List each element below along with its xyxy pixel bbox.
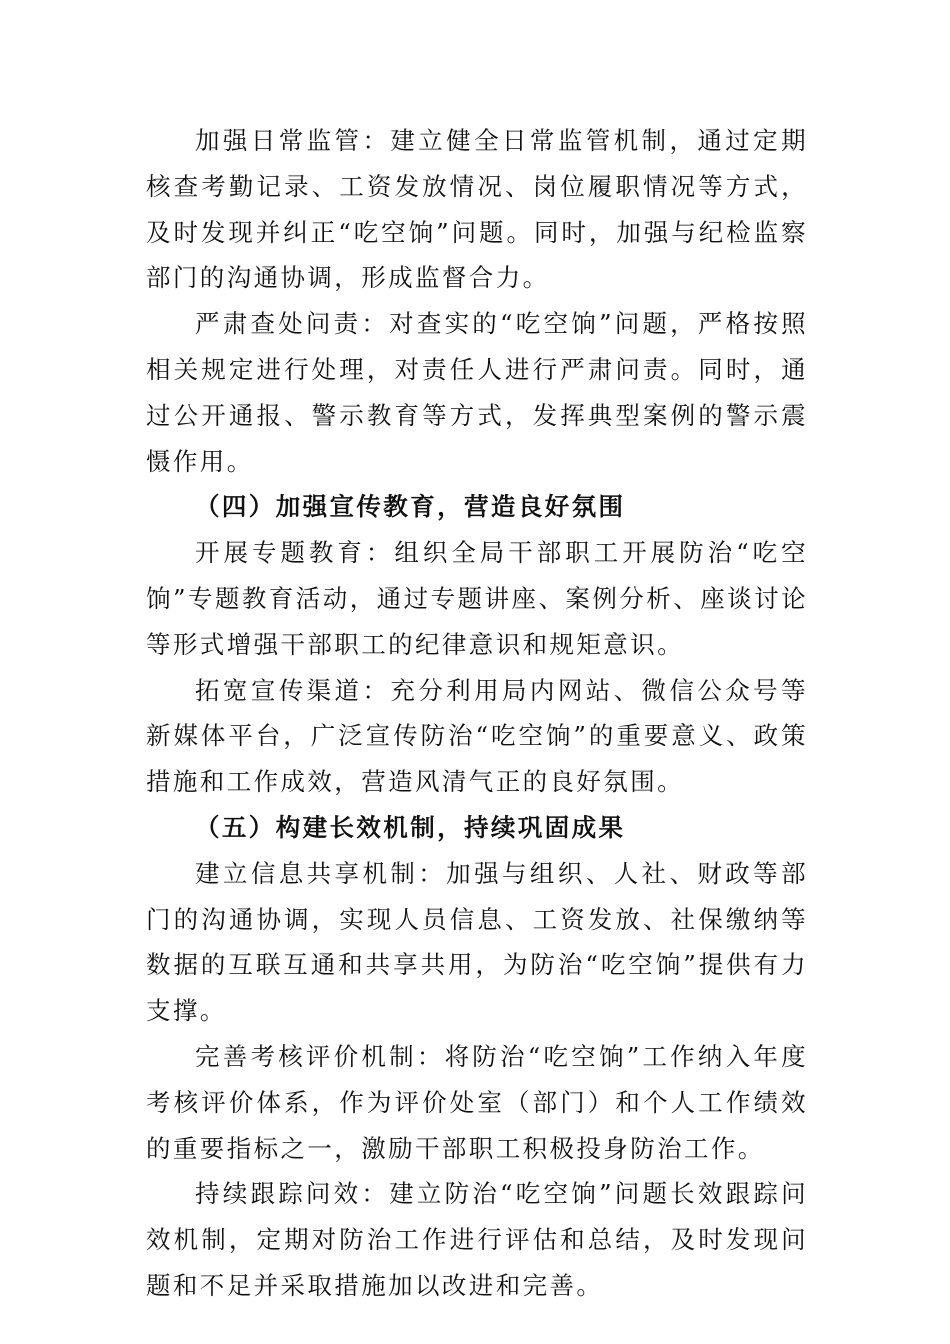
paragraph-follow-up: 持续跟踪问效：建立防治“吃空饷”问题长效跟踪问效机制，定期对防治工作进行评估和总结，及时发现问题和不足并采取措施加以改进和完善。 <box>146 1179 808 1300</box>
paragraph-special-education: 开展专题教育：组织全局干部职工开展防治“吃空饷”专题教育活动，通过专题讲座、案例分析、座谈讨论等形式增强干部职工的纪律意识和规矩意识。 <box>146 538 808 659</box>
paragraph-assessment: 完善考核评价机制：将防治“吃空饷”工作纳入年度考核评价体系，作为评价处室（部门）和个人工作绩效的重要指标之一，激励干部职工积极投身防治工作。 <box>146 1041 808 1163</box>
section-heading-5: （五）构建长效机制，持续巩固成果 <box>195 812 626 842</box>
paragraph-accountability: 严肃查处问责：对查实的“吃空饷”问题，严格按照相关规定进行处理，对责任人进行严肃问责。同时，通过公开通报、警示教育等方式，发挥典型案例的警示震慑作用。 <box>146 309 808 476</box>
paragraph-publicity-channels: 拓宽宣传渠道：充分利用局内网站、微信公众号等新媒体平台，广泛宣传防治“吃空饷”的重要意义、政策措施和工作成效，营造风清气正的良好氛围。 <box>146 675 808 797</box>
document-body <box>146 118 808 1309</box>
section-heading-4: （四）加强宣传教育，营造良好氛围 <box>195 492 626 522</box>
paragraph-daily-supervision: 加强日常监管：建立健全日常监管机制，通过定期核查考勤记录、工资发放情况、岗位履职情况等方式，及时发现并纠正“吃空饷”问题。同时，加强与纪检监察部门的沟通协调，形成监督合力。 <box>146 126 808 293</box>
paragraph-info-sharing: 建立信息共享机制：加强与组织、人社、财政等部门的沟通协调，实现人员信息、工资发放、社保缴纳等数据的互联互通和共享共用，为防治“吃空饷”提供有力支撑。 <box>146 858 808 1026</box>
